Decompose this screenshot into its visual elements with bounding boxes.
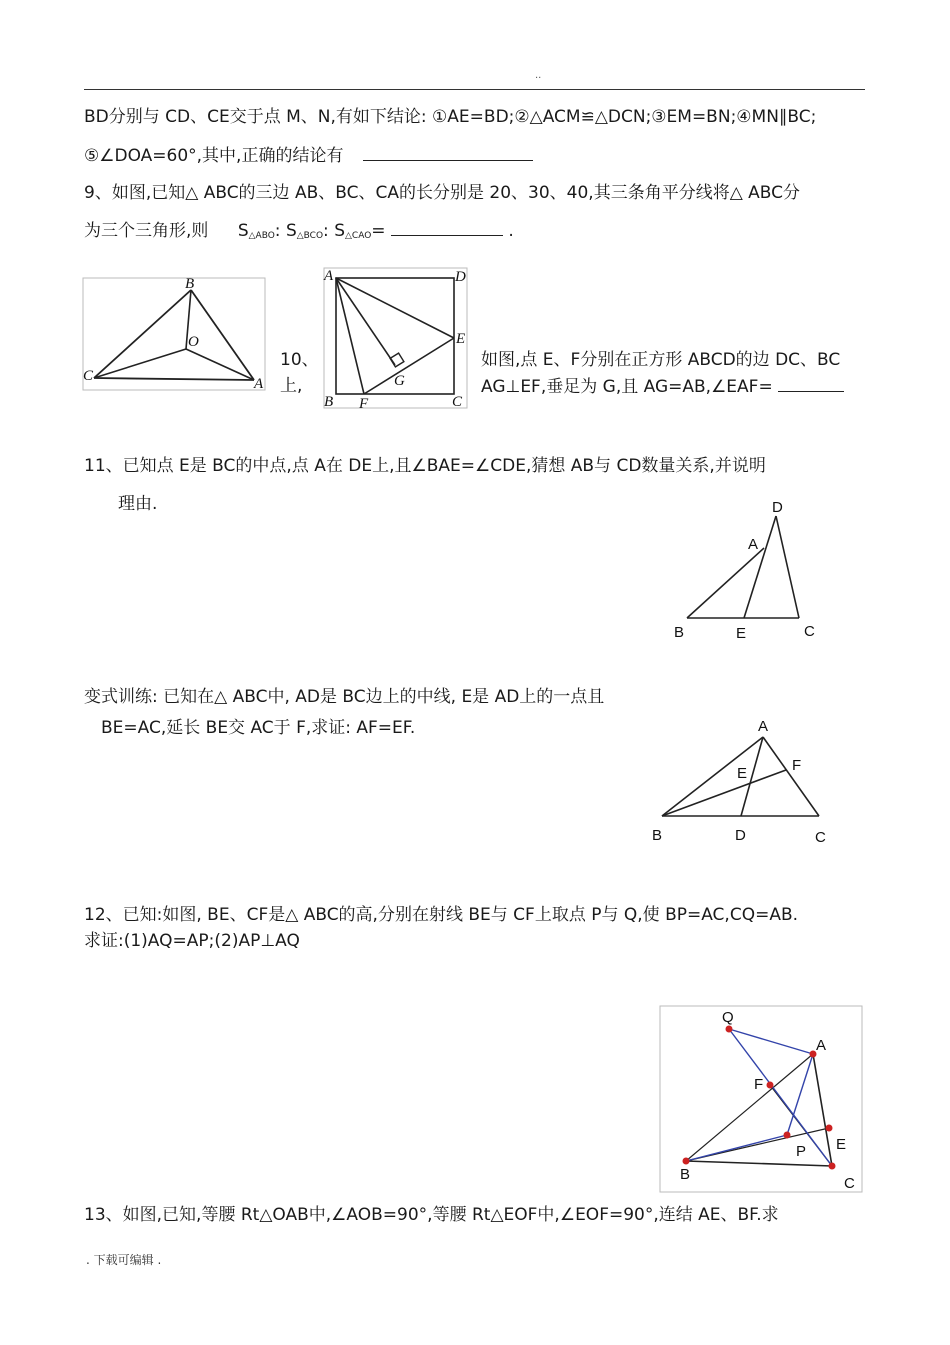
fig11-label-E: E	[736, 625, 747, 642]
figV-label-F: F	[792, 757, 802, 774]
header-mark: ..	[535, 70, 542, 81]
footer-text: . 下载可编辑 .	[86, 1253, 162, 1267]
fig11-label-B: B	[674, 624, 685, 641]
fig11-label-D: D	[772, 499, 783, 516]
fig12-label-Q: Q	[722, 1009, 734, 1026]
q9-sub1: △ABO	[248, 231, 275, 241]
figure-q11-triangle	[668, 496, 828, 644]
variant-line2: BE=AC,延长 BE交 AC于 F,求证: AF=EF.	[101, 718, 416, 738]
header-rule	[84, 89, 865, 90]
q9-line1: 9、如图,已知△ ABC的三边 AB、BC、CA的长分别是 20、30、40,其三条角平分线将△ ABC分	[84, 183, 801, 203]
fig9-label-C: C	[83, 368, 94, 384]
q9-end: .	[508, 221, 514, 241]
figV-label-D: D	[735, 827, 746, 844]
fig12-label-E: E	[836, 1136, 847, 1153]
q8-answer-blank[interactable]	[363, 144, 533, 161]
fig10-label-A: A	[324, 268, 334, 284]
fig9-label-A: A	[254, 376, 264, 392]
q10-line2-text: AG⊥EF,垂足为 G,且 AG=AB,∠EAF=	[481, 377, 773, 397]
figure-q9-triangle	[82, 276, 268, 392]
fig12-label-A: A	[816, 1037, 827, 1054]
fig11-label-C: C	[804, 623, 815, 640]
q9-s2: S	[285, 221, 297, 241]
q9-line2-text: 为三个三角形,则	[84, 221, 209, 241]
q10-line1: 如图,点 E、F分别在正方形 ABCD的边 DC、BC	[481, 350, 841, 370]
q10-line2	[481, 375, 844, 398]
q12-line1: 12、已知:如图, BE、CF是△ ABC的高,分别在射线 BE与 CF上取点 P与 Q,使 BP=AC,CQ=AB.	[84, 905, 799, 925]
fig10-label-E: E	[456, 331, 466, 347]
figV-label-E: E	[737, 765, 748, 782]
q10-number-cont: 上,	[280, 376, 303, 396]
q9-answer-blank[interactable]	[391, 219, 503, 236]
q8-line2-text: ⑤∠DOA=60°,其中,正确的结论有	[84, 146, 344, 166]
fig12-label-P: P	[796, 1143, 807, 1160]
q9-sub2: △BCO	[296, 231, 324, 241]
fig10-label-D: D	[455, 269, 466, 285]
fig11-label-A: A	[748, 536, 759, 553]
fig12-label-B: B	[680, 1166, 691, 1183]
q11-line1: 11、已知点 E是 BC的中点,点 A在 DE上,且∠BAE=∠CDE,猜想 AB与 CD数量关系,并说明	[84, 456, 766, 476]
q9-sub3: △CAO	[344, 231, 372, 241]
figure-q10-square	[322, 266, 470, 410]
figV-label-B: B	[652, 827, 663, 844]
fig9-label-B: B	[185, 276, 195, 292]
figure-variant-triangle	[648, 716, 834, 848]
q9-s3: S	[334, 221, 345, 241]
q10-answer-blank[interactable]	[778, 375, 844, 392]
figV-label-C: C	[815, 829, 826, 846]
fig12-label-F: F	[754, 1076, 764, 1093]
q9-s1: S	[237, 221, 249, 241]
figure-q12	[658, 1005, 864, 1195]
q10-number: 10、	[280, 350, 319, 370]
q9-line2: 为三个三角形,则 $S_{\triangle ABO}$: $S_{\triangle BCO}$: $S_{\triangle CAO}=$ .	[84, 221, 514, 241]
q13-line1: 13、如图,已知,等腰 Rt△OAB中,∠AOB=90°,等腰 Rt△EOF中,∠EOF=90°,连结 AE、BF.求	[84, 1205, 779, 1225]
fig10-label-F: F	[359, 396, 369, 410]
q8-line2	[84, 144, 533, 167]
fig10-label-C: C	[452, 394, 463, 410]
variant-line1: 变式训练: 已知在△ ABC中, AD是 BC边上的中线, E是 AD上的一点且	[84, 687, 605, 707]
fig10-label-B: B	[324, 394, 334, 410]
q12-line2: 求证:(1)AQ=AP;(2)AP⊥AQ	[84, 931, 300, 951]
fig12-label-C: C	[844, 1175, 855, 1192]
fig9-label-O: O	[188, 334, 199, 350]
q11-line2: 理由.	[118, 494, 158, 514]
figV-label-A: A	[758, 718, 769, 735]
q8-line1: BD分别与 CD、CE交于点 M、N,有如下结论: ①AE=BD;②△ACM≌△DCN;③EM=BN;④MN∥BC;	[84, 107, 817, 127]
fig10-label-G: G	[394, 373, 405, 389]
